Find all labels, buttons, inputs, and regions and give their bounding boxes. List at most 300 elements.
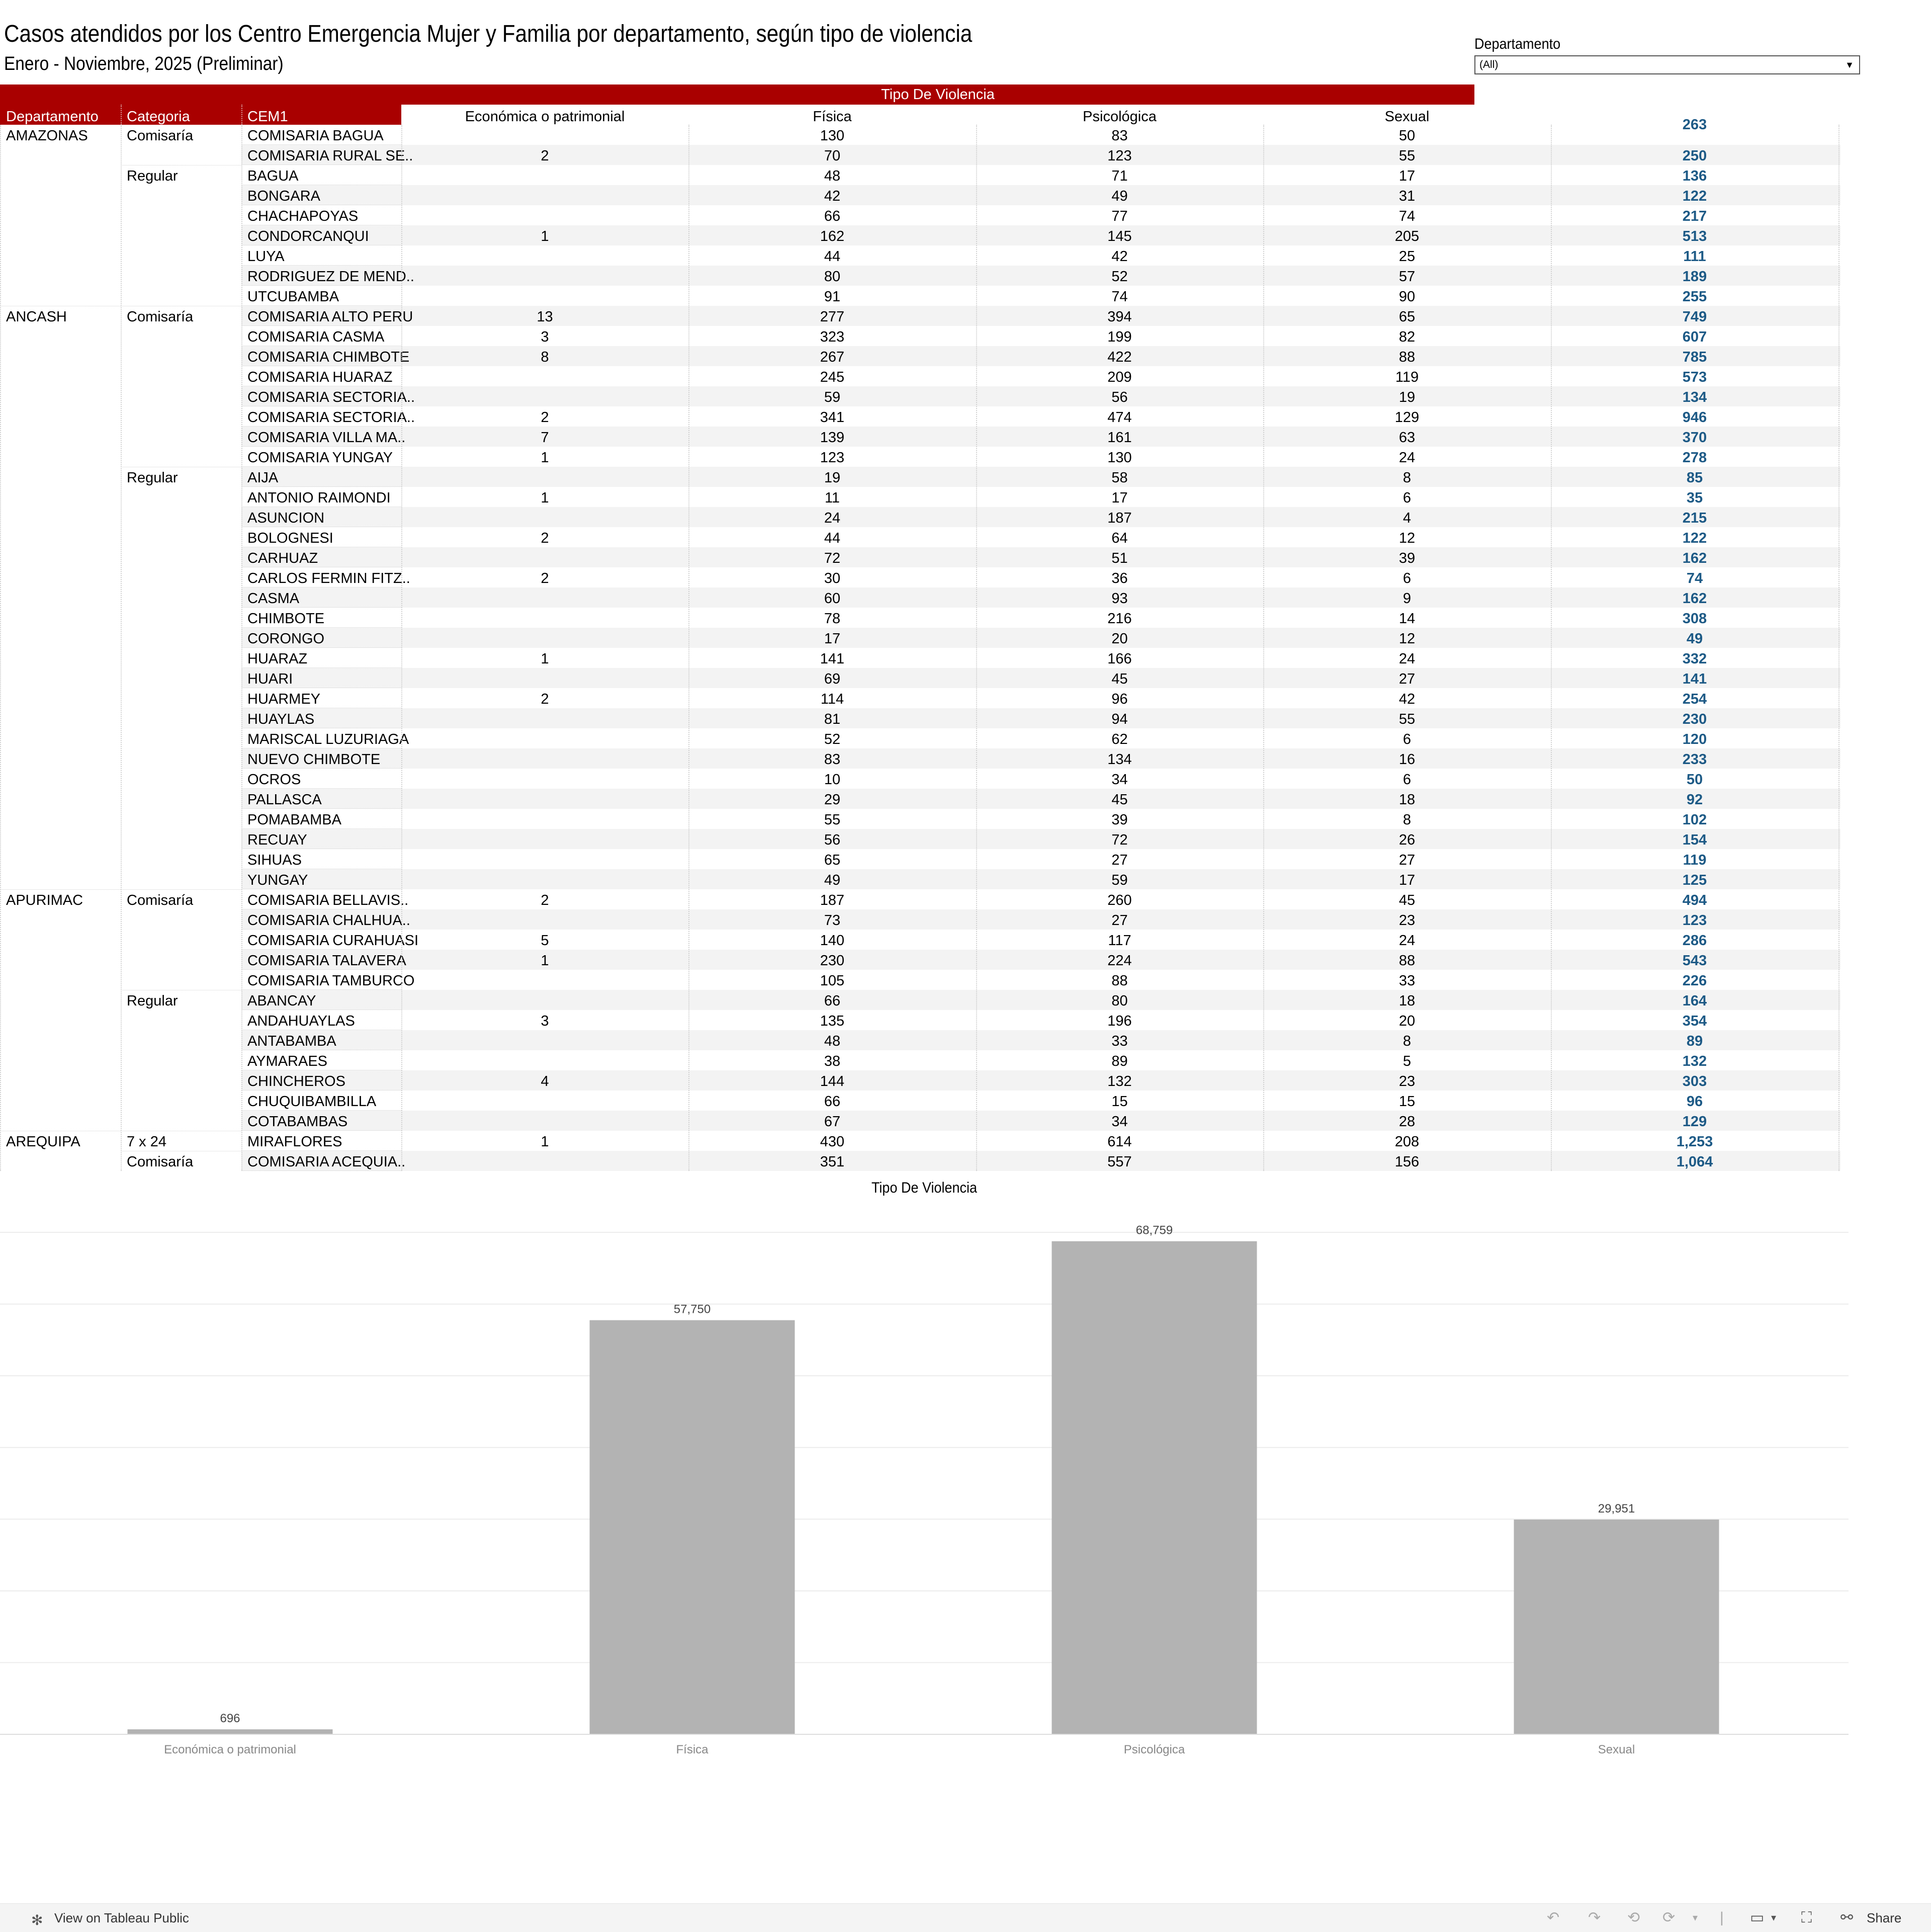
cell-sexual: 12 (1398, 631, 1416, 647)
cell-sexual: 55 (1398, 148, 1416, 164)
cell-economica (401, 366, 688, 386)
cell-economica: 2 (541, 409, 549, 426)
cell-cem1: AYMARAES (247, 1053, 328, 1069)
cell-fisica: 139 (820, 430, 845, 446)
cell-economica: 1 (541, 450, 549, 466)
cell-economica (401, 507, 688, 527)
cell-psicologica: 422 (1107, 349, 1132, 365)
cell-economica: 1 (541, 228, 549, 244)
cell-total: 513 (1682, 228, 1707, 244)
cell-fisica: 69 (824, 671, 841, 687)
bar-value-label: 68,759 (1135, 1223, 1173, 1237)
cell-fisica: 65 (824, 852, 841, 868)
cell-total: 129 (1682, 1114, 1707, 1130)
device-layout-icon[interactable]: ▭ (1750, 1909, 1765, 1926)
table-row[interactable] (0, 286, 1840, 306)
cell-psicologica: 71 (1111, 168, 1128, 184)
share-icon[interactable]: ⚯ (1840, 1909, 1854, 1926)
cell-economica (401, 467, 688, 487)
table-row[interactable] (0, 467, 1840, 487)
cell-total: 141 (1682, 671, 1707, 687)
table-row[interactable] (0, 266, 1840, 286)
cell-fisica: 44 (824, 530, 841, 546)
header-fisica[interactable]: Física (813, 109, 852, 125)
table-row[interactable] (0, 567, 1840, 587)
cell-economica (401, 266, 688, 286)
cell-cem1: CARHUAZ (247, 550, 318, 566)
bar-2[interactable] (1052, 1241, 1257, 1734)
cell-fisica: 29 (824, 792, 841, 808)
cell-cem1: CHIMBOTE (247, 611, 325, 627)
categoria-label: Regular (127, 993, 178, 1009)
cell-total: 217 (1682, 208, 1707, 224)
cell-psicologica: 39 (1111, 812, 1128, 828)
cell-psicologica: 51 (1111, 550, 1128, 566)
cell-economica (401, 869, 688, 889)
table-row[interactable] (0, 930, 1840, 950)
revert-icon[interactable]: ⟲ (1627, 1909, 1640, 1926)
bar-3[interactable] (1514, 1520, 1719, 1734)
table-row[interactable] (0, 366, 1840, 386)
cell-economica (401, 748, 688, 769)
cell-sexual: 88 (1398, 953, 1416, 969)
cell-sexual: 90 (1398, 289, 1416, 305)
column-divider (121, 125, 122, 1171)
cell-sexual: 23 (1398, 912, 1416, 929)
cell-economica: 4 (541, 1073, 549, 1089)
cell-fisica: 162 (820, 228, 845, 244)
filter-label: Departamento (1474, 36, 1561, 52)
table-row[interactable] (0, 185, 1840, 205)
departamento-label: AMAZONAS (6, 128, 88, 144)
cell-sexual: 8 (1402, 1033, 1412, 1049)
x-tick-label: Económica o patrimonial (164, 1743, 296, 1756)
cell-economica (401, 547, 688, 567)
undo-icon[interactable]: ↶ (1547, 1909, 1560, 1926)
cell-fisica: 49 (824, 872, 841, 888)
cell-total: 136 (1682, 168, 1707, 184)
table-row[interactable] (0, 145, 1840, 165)
table-row[interactable] (0, 487, 1840, 507)
cell-economica (401, 245, 688, 266)
cell-economica (401, 728, 688, 748)
cell-fisica: 323 (820, 329, 845, 345)
cell-sexual: 63 (1398, 430, 1416, 446)
table-row[interactable] (0, 165, 1840, 185)
cell-cem1: COMISARIA CURAHUASI (247, 933, 418, 949)
table-row[interactable] (0, 1131, 1840, 1151)
tipo-violencia-header: Tipo De Violencia (881, 87, 995, 103)
table-row[interactable] (0, 748, 1840, 769)
cell-cem1: ASUNCION (247, 510, 325, 526)
cell-psicologica: 394 (1107, 309, 1132, 325)
cell-psicologica: 49 (1111, 188, 1128, 204)
x-tick-label: Física (676, 1743, 709, 1756)
cell-cem1: NUEVO CHIMBOTE (247, 751, 381, 768)
cell-total: 122 (1682, 530, 1707, 546)
cell-economica (401, 909, 688, 930)
cell-economica (401, 205, 688, 225)
cell-total: 111 (1683, 248, 1706, 265)
share-button[interactable]: Share (1867, 1910, 1902, 1925)
cell-fisica: 80 (824, 269, 841, 285)
column-divider (0, 125, 1, 1171)
cell-sexual: 17 (1398, 168, 1416, 184)
cell-total: 49 (1686, 631, 1703, 647)
cell-fisica: 81 (824, 711, 841, 727)
cell-fisica: 78 (824, 611, 841, 627)
cell-cem1: COMISARIA CHALHUA.. (247, 912, 410, 929)
cell-total: 125 (1682, 872, 1707, 888)
table-row[interactable] (0, 1010, 1840, 1030)
categoria-label: Comisaría (127, 1154, 194, 1170)
bar-1[interactable] (590, 1320, 795, 1734)
cell-cem1: COMISARIA SECTORIA.. (247, 389, 415, 405)
cell-sexual: 27 (1398, 852, 1416, 868)
departamento-label: AREQUIPA (6, 1134, 80, 1150)
cell-fisica: 11 (824, 490, 840, 506)
cell-cem1: COMISARIA VILLA MA.. (247, 430, 406, 446)
header-economica[interactable]: Económica o patrimonial (465, 109, 625, 125)
table-row[interactable] (0, 990, 1840, 1010)
cell-psicologica: 130 (1107, 450, 1132, 466)
cell-psicologica: 36 (1111, 570, 1128, 586)
table-row[interactable] (0, 547, 1840, 567)
crosstab-table[interactable] (0, 85, 1840, 1170)
cell-fisica: 105 (820, 973, 845, 989)
table-row[interactable] (0, 1070, 1840, 1090)
table-row[interactable] (0, 1090, 1840, 1111)
refresh-icon[interactable]: ⟳ (1662, 1909, 1676, 1926)
cell-fisica: 59 (824, 389, 841, 405)
x-tick-label: Psicológica (1123, 1743, 1185, 1756)
cell-cem1: CARLOS FERMIN FITZ.. (247, 570, 410, 586)
cell-sexual: 27 (1398, 671, 1416, 687)
cell-sexual: 26 (1398, 832, 1416, 848)
cell-total: 226 (1682, 973, 1707, 989)
table-row[interactable] (0, 608, 1840, 628)
cell-sexual: 119 (1395, 369, 1419, 385)
cell-psicologica: 260 (1107, 892, 1132, 908)
categoria-label: Regular (127, 470, 178, 486)
cell-total: 303 (1682, 1073, 1707, 1089)
table-row[interactable] (0, 326, 1840, 346)
cell-fisica: 70 (824, 148, 841, 164)
cell-psicologica: 474 (1107, 409, 1132, 426)
cell-fisica: 30 (824, 570, 841, 586)
cell-economica (401, 1050, 688, 1070)
cell-total: 278 (1682, 450, 1707, 466)
cell-psicologica: 134 (1107, 751, 1132, 768)
cell-fisica: 144 (820, 1073, 845, 1089)
cell-psicologica: 64 (1111, 530, 1128, 546)
cell-cem1: ANDAHUAYLAS (247, 1013, 355, 1029)
table-row[interactable] (0, 406, 1840, 427)
table-row[interactable] (0, 809, 1840, 829)
cell-psicologica: 33 (1111, 1033, 1128, 1049)
cell-cem1: COMISARIA BELLAVIS.. (247, 892, 409, 908)
table-row[interactable] (0, 628, 1840, 648)
table-row[interactable] (0, 829, 1840, 849)
cell-psicologica: 187 (1107, 510, 1132, 526)
table-row[interactable] (0, 1050, 1840, 1070)
header-divider (121, 105, 122, 125)
cell-psicologica: 80 (1111, 993, 1128, 1009)
cell-total: 74 (1686, 570, 1703, 586)
cell-sexual: 88 (1398, 349, 1416, 365)
cell-fisica: 351 (820, 1154, 845, 1170)
cell-total: 255 (1682, 289, 1707, 305)
cell-cem1: COMISARIA CASMA (247, 329, 385, 345)
header-categoria[interactable]: Categoria (127, 109, 190, 125)
cell-economica (401, 809, 688, 829)
cell-fisica: 91 (824, 289, 841, 305)
cell-cem1: BOLOGNESI (247, 530, 333, 546)
cell-total-partial: 263 (1682, 117, 1707, 133)
cell-fisica: 55 (824, 812, 841, 828)
cell-sexual: 18 (1398, 993, 1416, 1009)
table-row[interactable] (0, 909, 1840, 930)
table-row[interactable] (0, 346, 1840, 366)
cell-sexual: 65 (1398, 309, 1416, 325)
cell-economica (401, 185, 688, 205)
cell-cem1: RODRIGUEZ DE MEND.. (247, 269, 414, 285)
cell-sexual: 23 (1398, 1073, 1416, 1089)
header-cem1[interactable]: CEM1 (247, 109, 288, 125)
cell-cem1: HUARMEY (247, 691, 321, 707)
cell-cem1: ANTABAMBA (247, 1033, 336, 1049)
cell-total: 607 (1682, 329, 1707, 345)
x-tick-label: Sexual (1598, 1743, 1635, 1756)
cell-sexual: 6 (1402, 731, 1412, 747)
table-row[interactable] (0, 427, 1840, 447)
header-departamento[interactable]: Departamento (6, 109, 99, 125)
cell-total: 162 (1682, 591, 1707, 607)
table-row[interactable] (0, 789, 1840, 809)
chart-title: Tipo De Violencia (871, 1180, 978, 1196)
cell-psicologica: 45 (1111, 671, 1128, 687)
cell-sexual: 25 (1398, 248, 1416, 265)
cell-economica: 2 (541, 691, 549, 707)
cell-total: 35 (1686, 490, 1703, 506)
cell-economica (401, 386, 688, 406)
table-row[interactable] (0, 205, 1840, 225)
header-sexual[interactable]: Sexual (1384, 109, 1430, 125)
cell-psicologica: 74 (1111, 289, 1128, 305)
cell-psicologica: 196 (1107, 1013, 1132, 1029)
cell-psicologica: 62 (1111, 731, 1128, 747)
cell-psicologica: 89 (1111, 1053, 1128, 1069)
cell-total: 164 (1682, 993, 1707, 1009)
cell-sexual: 74 (1398, 208, 1416, 224)
cell-economica: 1 (541, 1134, 549, 1150)
cell-cem1: CHACHAPOYAS (247, 208, 359, 224)
bar-value-label: 696 (220, 1712, 240, 1726)
cell-sexual: 82 (1398, 329, 1416, 345)
column-divider (1838, 125, 1839, 1171)
cell-psicologica: 27 (1111, 912, 1128, 929)
table-row[interactable] (0, 1151, 1840, 1171)
cell-economica: 1 (541, 651, 549, 667)
cell-cem1: CONDORCANQUI (247, 228, 369, 244)
divider-icon: | (1720, 1909, 1724, 1926)
cell-total: 354 (1682, 1013, 1707, 1029)
cell-cem1: COMISARIA TALAVERA (247, 953, 406, 969)
table-row[interactable] (0, 688, 1840, 708)
cell-total: 946 (1682, 409, 1707, 426)
cell-economica: 3 (541, 1013, 549, 1029)
view-on-tableau-link[interactable]: View on Tableau Public (54, 1910, 189, 1925)
cell-psicologica: 88 (1111, 973, 1128, 989)
table-row[interactable] (0, 769, 1840, 789)
cell-total: 119 (1683, 852, 1707, 868)
cell-fisica: 24 (824, 510, 841, 526)
cell-fisica: 267 (820, 349, 845, 365)
table-row[interactable] (0, 1030, 1840, 1050)
table-row[interactable] (0, 728, 1840, 748)
cell-cem1: HUARI (247, 671, 293, 687)
chevron-down-icon: ▼ (1845, 60, 1854, 70)
cell-cem1: COMISARIA YUNGAY (247, 450, 393, 466)
table-row[interactable] (0, 970, 1840, 990)
cell-sexual: 6 (1402, 772, 1412, 788)
cell-psicologica: 77 (1111, 208, 1128, 224)
departamento-label: ANCASH (6, 309, 67, 325)
chevron-down-icon[interactable]: ▾ (1693, 1912, 1698, 1923)
cell-total: 1,064 (1676, 1154, 1713, 1170)
table-row[interactable] (0, 306, 1840, 326)
bar-0[interactable] (128, 1729, 333, 1734)
cell-psicologica: 117 (1108, 933, 1131, 949)
column-divider (1263, 125, 1264, 1171)
cell-economica: 1 (541, 490, 549, 506)
cell-cem1: HUARAZ (247, 651, 308, 667)
cell-sexual: 12 (1398, 530, 1416, 546)
cell-economica: 2 (541, 530, 549, 546)
cell-fisica: 135 (820, 1013, 845, 1029)
cell-fisica: 341 (820, 409, 845, 426)
cell-psicologica: 15 (1111, 1094, 1128, 1110)
cell-total: 332 (1682, 651, 1707, 667)
filter-value: (All) (1479, 59, 1499, 70)
cell-sexual: 24 (1398, 450, 1416, 466)
cell-total: 230 (1682, 711, 1707, 727)
table-row[interactable] (0, 889, 1840, 909)
table-row[interactable] (0, 708, 1840, 728)
cell-psicologica: 161 (1107, 430, 1132, 446)
cell-cem1: COMISARIA ACEQUIA.. (247, 1154, 406, 1170)
cell-cem1: AIJA (247, 470, 279, 486)
cell-sexual: 17 (1398, 872, 1416, 888)
table-row[interactable] (0, 950, 1840, 970)
cell-fisica: 187 (820, 892, 845, 908)
table-row[interactable] (0, 587, 1840, 608)
cell-total: 254 (1682, 691, 1707, 707)
cell-total: 134 (1682, 389, 1707, 405)
cell-total: 543 (1682, 953, 1707, 969)
cell-economica (401, 125, 688, 145)
cell-fisica: 66 (824, 993, 841, 1009)
cell-psicologica: 58 (1111, 470, 1128, 486)
redo-icon[interactable]: ↷ (1588, 1909, 1601, 1926)
chevron-down-icon[interactable]: ▾ (1771, 1912, 1777, 1923)
cell-cem1: COMISARIA SECTORIA.. (247, 409, 415, 426)
cell-sexual: 28 (1398, 1114, 1416, 1130)
table-row[interactable] (0, 245, 1840, 266)
cell-cem1: CHUQUIBAMBILLA (247, 1094, 377, 1110)
table-row[interactable] (0, 648, 1840, 668)
page-title: Casos atendidos por los Centro Emergencia Mujer y Familia por departamento, según tipo de violencia (4, 21, 973, 47)
cell-fisica: 140 (820, 933, 845, 949)
cell-economica (401, 165, 688, 185)
table-row[interactable] (0, 668, 1840, 688)
categoria-label: 7 x 24 (127, 1134, 166, 1150)
categoria-label: Comisaría (127, 309, 194, 325)
cell-total: 286 (1682, 933, 1707, 949)
cell-psicologica: 83 (1111, 128, 1128, 144)
cell-fisica: 73 (824, 912, 841, 929)
cell-psicologica: 199 (1107, 329, 1132, 345)
cell-psicologica: 166 (1107, 651, 1132, 667)
cell-economica (401, 286, 688, 306)
table-row[interactable] (0, 507, 1840, 527)
cell-economica (401, 708, 688, 728)
cell-economica: 5 (541, 933, 549, 949)
cell-psicologica: 123 (1107, 148, 1132, 164)
cell-fisica: 430 (820, 1134, 845, 1150)
cell-sexual: 15 (1398, 1094, 1416, 1110)
tipo-violencia-bar-chart[interactable] (0, 1197, 1856, 1760)
cell-psicologica: 216 (1107, 611, 1132, 627)
cell-sexual: 57 (1398, 269, 1416, 285)
table-row[interactable] (0, 447, 1840, 467)
cell-sexual: 6 (1402, 490, 1412, 506)
table-row[interactable] (0, 1111, 1840, 1131)
fullscreen-icon[interactable]: ⛶ (1801, 1909, 1812, 1926)
table-row[interactable] (0, 527, 1840, 547)
cell-fisica: 277 (820, 309, 845, 325)
cell-sexual: 55 (1398, 711, 1416, 727)
tableau-logo-icon: ✻ (31, 1912, 43, 1928)
table-row[interactable] (0, 869, 1840, 889)
table-row[interactable] (0, 386, 1840, 406)
cell-sexual: 39 (1398, 550, 1416, 566)
header-psicologica[interactable]: Psicológica (1083, 109, 1157, 125)
cell-fisica: 44 (824, 248, 841, 265)
cell-cem1: CHINCHEROS (247, 1073, 345, 1089)
cell-sexual: 129 (1394, 409, 1420, 426)
cell-sexual: 8 (1402, 470, 1412, 486)
header-divider (241, 105, 242, 125)
cell-cem1: CORONGO (247, 631, 325, 647)
column-divider (1551, 125, 1552, 1171)
cell-fisica: 17 (824, 631, 841, 647)
cell-psicologica: 132 (1107, 1073, 1132, 1089)
cell-economica: 2 (541, 892, 549, 908)
tableau-footer-toolbar (0, 1903, 1931, 1932)
cell-total: 120 (1682, 731, 1707, 747)
table-row[interactable] (0, 225, 1840, 245)
cell-economica: 13 (537, 309, 553, 325)
cell-psicologica: 27 (1111, 852, 1128, 868)
cell-sexual: 42 (1398, 691, 1416, 707)
table-row[interactable] (0, 849, 1840, 869)
page-subtitle: Enero - Noviembre, 2025 (Preliminar) (4, 53, 284, 74)
cell-fisica: 38 (824, 1053, 841, 1069)
cell-economica (401, 1111, 688, 1131)
cell-total: 749 (1682, 309, 1707, 325)
departamento-filter-dropdown[interactable] (1474, 55, 1860, 74)
